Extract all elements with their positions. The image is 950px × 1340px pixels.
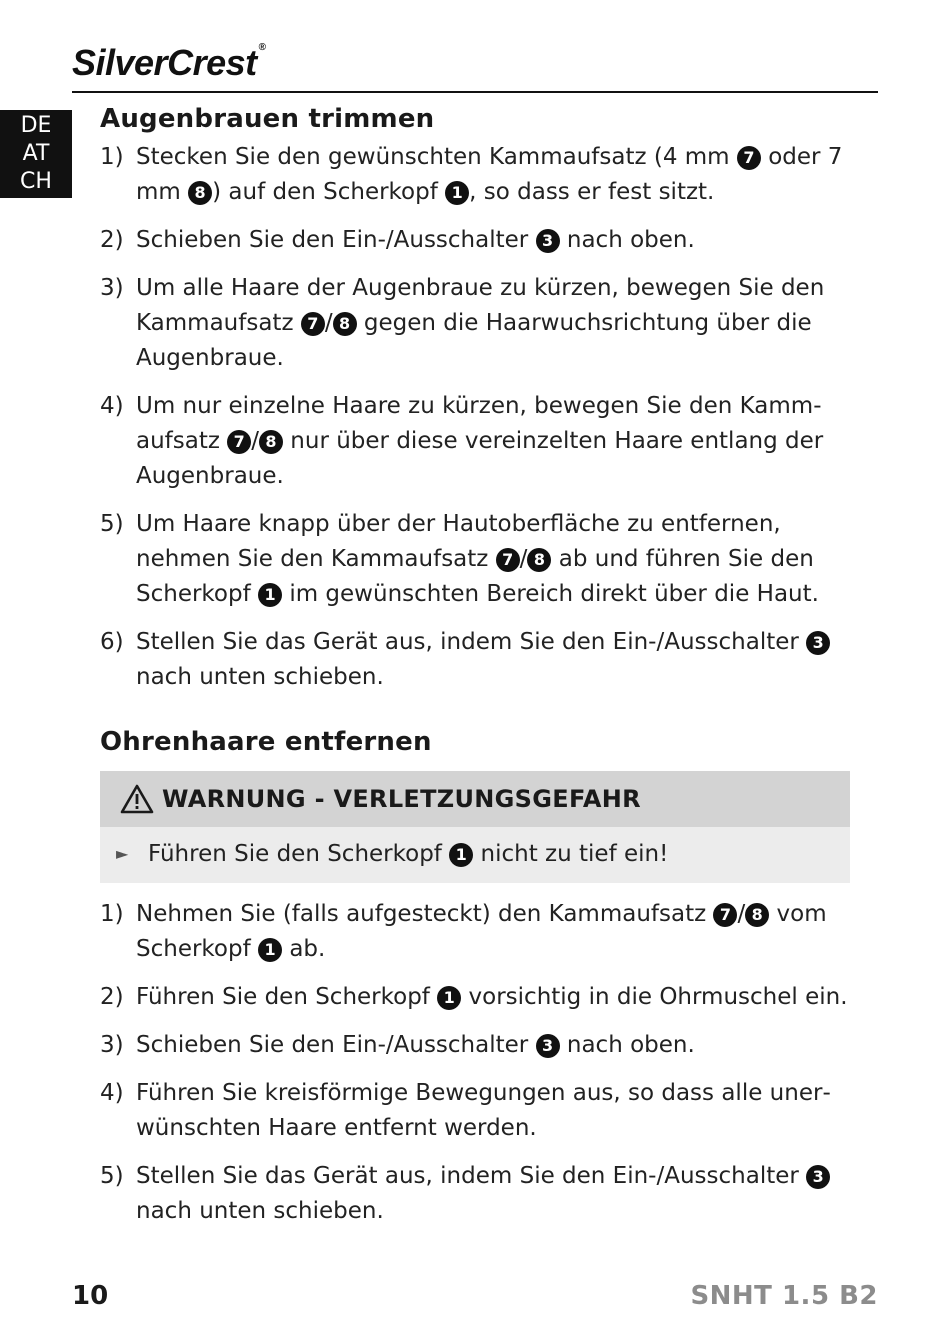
step-text: / <box>737 901 746 927</box>
step-text: ) auf den Scherkopf <box>212 179 446 205</box>
warning-text <box>148 841 668 867</box>
part-number-8-icon: 8 <box>259 430 283 454</box>
step-item <box>100 1028 850 1063</box>
step-text: Führen Sie kreisförmige Bewegungen aus, so dass alle unerwünschten Haare entfernt werden. <box>136 1080 831 1141</box>
step-text: Nehmen Sie (falls aufgesteckt) den Kammaufsatz <box>136 901 714 927</box>
registered-mark: ® <box>258 42 266 53</box>
step-item <box>100 271 850 376</box>
warning-triangle-icon <box>120 784 154 814</box>
step-text: nicht zu tief ein! <box>473 841 669 867</box>
step-text: im gewünschten Bereich direkt über die Haut. <box>282 581 819 607</box>
part-number-1-icon: 1 <box>258 938 282 962</box>
warning-box <box>100 771 850 883</box>
step-text: Um alle Haare der Augenbraue zu kürzen, bewegen Sie den Kammaufsatz <box>136 275 825 336</box>
part-number-1-icon: 1 <box>449 843 473 867</box>
step-text: Führen Sie den Scherkopf <box>136 984 438 1010</box>
step-number: 5) <box>100 1163 124 1189</box>
model-number: SNHT 1.5 B2 <box>690 1281 878 1311</box>
step-item <box>100 507 850 612</box>
part-number-1-icon: 1 <box>437 986 461 1010</box>
step-text: / <box>251 428 259 454</box>
step-text: vorsichtig in die Ohrmuschel ein. <box>461 984 848 1010</box>
step-text: / <box>324 310 333 336</box>
step-text: nach unten schieben. <box>136 664 384 690</box>
step-text: ab und führen Sie den Scherkopf <box>136 546 814 607</box>
step-number: 4) <box>100 1080 124 1106</box>
step-text: Um nur einzelne Haare zu kürzen, bewegen Sie den Kammaufsatz <box>136 393 822 454</box>
part-number-8-icon: 8 <box>527 548 551 572</box>
step-text: Stellen Sie das Gerät aus, indem Sie den Ein-/Ausschalter <box>136 1163 807 1189</box>
step-item <box>100 980 850 1015</box>
step-number: 6) <box>100 629 124 655</box>
part-number-8-icon: 8 <box>333 312 357 336</box>
step-text: gegen die Haarwuchsrichtung über die Augenbraue. <box>136 310 812 371</box>
header-rule <box>72 91 878 93</box>
step-text: Schieben Sie den Ein-/Ausschalter <box>136 227 536 253</box>
part-number-3-icon: 3 <box>806 631 830 655</box>
step-item <box>100 389 850 494</box>
page-number: 10 <box>72 1281 109 1311</box>
lang-ch: CH <box>20 169 52 194</box>
step-text: Stellen Sie das Gerät aus, indem Sie den Ein-/Ausschalter <box>136 629 807 655</box>
part-number-3-icon: 3 <box>536 1034 560 1058</box>
step-text: vom Scherkopf <box>136 901 827 962</box>
language-tab <box>0 110 72 198</box>
step-number: 2) <box>100 227 124 253</box>
part-number-7-icon: 7 <box>301 312 325 336</box>
step-number: 1) <box>100 144 124 170</box>
step-item <box>100 625 850 695</box>
step-text: , so dass er fest sitzt. <box>469 179 715 205</box>
step-number: 1) <box>100 901 124 927</box>
step-text: Führen Sie den Scherkopf <box>148 841 450 867</box>
brand-name: SilverCrest <box>72 42 257 83</box>
lang-de: DE <box>20 113 52 138</box>
step-number: 3) <box>100 275 124 301</box>
step-text: Schieben Sie den Ein-/Ausschalter <box>136 1032 536 1058</box>
step-text: nach unten schieben. <box>136 1198 384 1224</box>
step-number: 2) <box>100 984 124 1010</box>
step-text: nach oben. <box>559 227 695 253</box>
brand-logo <box>72 42 265 84</box>
main-content <box>100 104 850 1242</box>
part-number-8-icon: 8 <box>745 903 769 927</box>
step-text: / <box>519 546 528 572</box>
step-item <box>100 1159 850 1229</box>
part-number-7-icon: 7 <box>227 430 251 454</box>
warning-body <box>100 827 850 883</box>
part-number-3-icon: 3 <box>536 229 560 253</box>
warning-header <box>100 771 850 827</box>
section-title-ears: Ohrenhaare entfernen <box>100 727 432 757</box>
step-text: ab. <box>282 936 326 962</box>
part-number-7-icon: 7 <box>496 548 520 572</box>
lang-at: AT <box>22 141 50 166</box>
ear-steps-list <box>100 897 850 1229</box>
section-title-eyebrows: Augenbrauen trimmen <box>100 104 435 134</box>
step-number: 4) <box>100 393 124 419</box>
part-number-3-icon: 3 <box>806 1165 830 1189</box>
step-text: oder 7 mm <box>136 144 843 205</box>
eyebrow-steps-list <box>100 140 850 695</box>
step-item <box>100 1076 850 1146</box>
part-number-7-icon: 7 <box>713 903 737 927</box>
part-number-8-icon: 8 <box>188 181 212 205</box>
step-text: nach oben. <box>559 1032 695 1058</box>
bullet-arrow-icon: ► <box>116 844 129 863</box>
step-number: 3) <box>100 1032 124 1058</box>
step-item <box>100 223 850 258</box>
step-text: nur über diese vereinzelten Haare entlang der Augenbraue. <box>136 428 824 489</box>
part-number-1-icon: 1 <box>258 583 282 607</box>
step-item <box>100 140 850 210</box>
part-number-7-icon: 7 <box>737 146 761 170</box>
step-text: Um Haare knapp über der Hautoberfläche zu entfernen, nehmen Sie den Kammaufsatz <box>136 511 781 572</box>
part-number-1-icon: 1 <box>445 181 469 205</box>
step-number: 5) <box>100 511 124 537</box>
step-item <box>100 897 850 967</box>
step-text: Stecken Sie den gewünschten Kammaufsatz (4 mm <box>136 144 737 170</box>
warning-title: WARNUNG - VERLETZUNGSGEFAHR <box>162 785 641 813</box>
